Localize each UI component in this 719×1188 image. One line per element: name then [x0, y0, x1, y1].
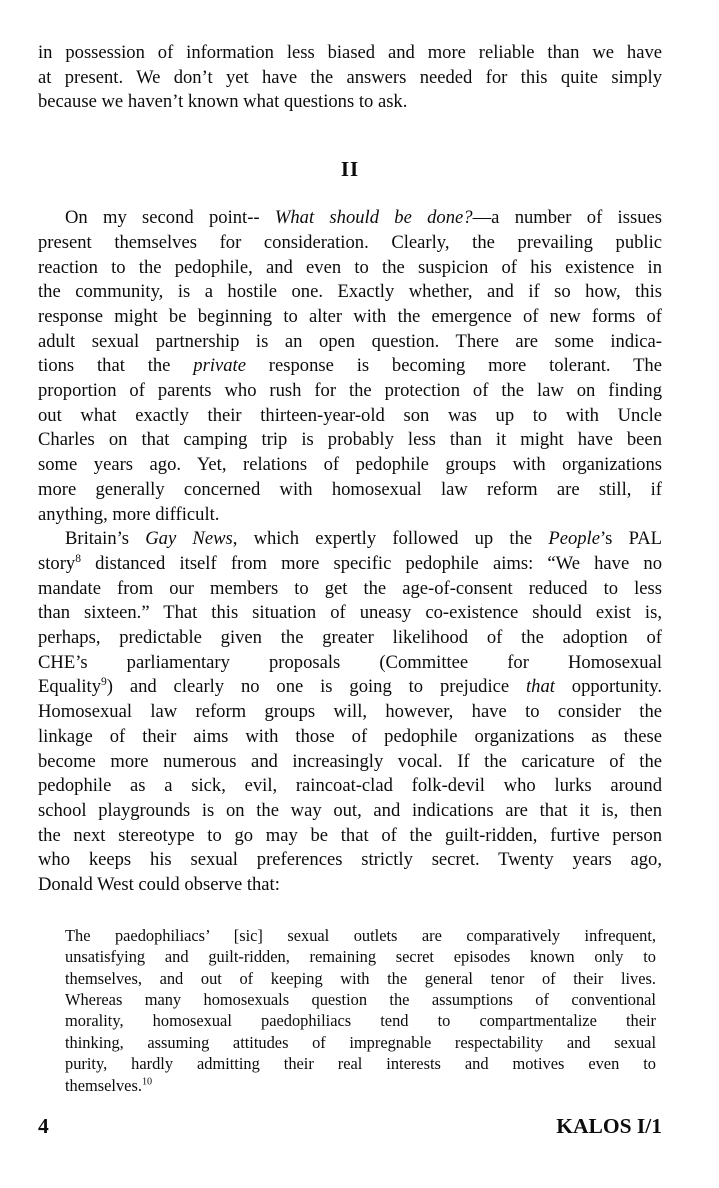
text-run: distanced itself from more specific pedophile aims: “We have no: [80, 552, 662, 574]
page-number: 4: [38, 1114, 49, 1139]
text-line: [38, 873, 662, 898]
text-run: tions that the: [38, 355, 194, 377]
text-line: [38, 503, 662, 528]
text-run: because we haven’t known what questions to ask.: [38, 91, 408, 113]
footnote-marker: 10: [141, 1076, 153, 1088]
text-run: in possession of information less biased and more reliable than we have: [38, 42, 662, 63]
text-line: [38, 428, 662, 453]
text-run: thinking, assuming attitudes of impregnable respectability and sexual: [65, 1032, 656, 1052]
text-run: private: [193, 355, 246, 377]
text-run: Britain’s: [65, 528, 146, 550]
text-line: [38, 330, 662, 355]
text-line: [65, 1053, 656, 1074]
text-line: [38, 66, 662, 91]
text-line: [65, 1075, 656, 1096]
text-run: the next stereotype to go may be that of the guilt-ridden, furtive person: [38, 824, 662, 846]
text-line: [38, 305, 662, 330]
text-line: [38, 404, 662, 429]
text-run: story: [38, 552, 76, 574]
text-run: pedophile as a sick, evil, raincoat-clad folk-devil who lurks around: [38, 775, 662, 797]
text-run: themselves, and out of keeping with the general tenor of their lives.: [65, 968, 656, 988]
text-run: ) and clearly no one is going to prejudice: [106, 676, 526, 698]
text-run: Gay News: [145, 528, 233, 550]
text-line: [38, 626, 662, 651]
text-line: [38, 379, 662, 404]
text-run: ’s PAL: [599, 528, 662, 550]
text-run: morality, homosexual paedophiliacs tend to compartmentalize their: [65, 1011, 656, 1031]
text-run: anything, more difficult.: [38, 503, 220, 525]
west-blockquote: [65, 925, 656, 1096]
text-line: [38, 750, 662, 775]
text-column: [38, 41, 662, 1096]
text-line: [65, 925, 656, 946]
text-run: CHE’s parliamentary proposals (Committee for Homosexual: [38, 651, 662, 673]
text-run: Equality: [38, 676, 101, 698]
text-run: Charles on that camping trip is probably less than it might have been: [38, 429, 662, 451]
text-line: [38, 552, 662, 577]
footnote-marker: 8: [75, 552, 81, 565]
footnote-marker: 9: [101, 676, 107, 689]
text-line: [38, 41, 662, 66]
journal-reference: KALOS I/1: [556, 1114, 662, 1139]
text-line: [65, 1032, 656, 1053]
text-line: [65, 946, 656, 967]
text-line: [38, 90, 662, 115]
text-run: On my second point--: [65, 207, 275, 229]
text-line: [38, 354, 662, 379]
text-line: [38, 799, 662, 824]
text-run: some years ago. Yet, relations of pedophile groups with organizations: [38, 454, 662, 476]
text-line: [38, 725, 662, 750]
text-run: become more numerous and increasingly vocal. If the caricature of the: [38, 750, 662, 772]
text-line: [38, 453, 662, 478]
text-line: [38, 824, 662, 849]
text-line: [65, 1010, 656, 1031]
text-line: [38, 601, 662, 626]
text-run: at present. We don’t yet have the answers needed for this quite simply: [38, 66, 662, 88]
text-run: the community, is a hostile one. Exactly whether, and if so how, this: [38, 281, 662, 303]
text-line: [38, 577, 662, 602]
text-run: who keeps his sexual preferences strictly secret. Twenty years ago,: [38, 849, 662, 871]
text-line: [38, 774, 662, 799]
text-run: linkage of their aims with those of pedophile organizations as these: [38, 725, 662, 747]
text-line: [38, 675, 662, 700]
text-run: The paedophiliacs’ [sic] sexual outlets are comparatively infrequent,: [65, 925, 656, 945]
page-footer: [38, 1112, 662, 1140]
paragraph-gay-news: [38, 527, 662, 898]
text-run: themselves.: [65, 1075, 142, 1095]
text-run: out what exactly their thirteen-year-old son was up to with Uncle: [38, 404, 662, 426]
text-line: [38, 231, 662, 256]
text-line: [38, 478, 662, 503]
text-run: purity, hardly admitting their real interests and motives even to: [65, 1054, 656, 1074]
text-run: present themselves for consideration. Clearly, the prevailing public: [38, 231, 662, 253]
text-run: response is becoming more tolerant. The: [245, 355, 662, 377]
paragraph-what-should-be-done: [38, 206, 662, 527]
text-run: proportion of parents who rush for the protection of the law on finding: [38, 380, 662, 402]
text-run: that: [525, 676, 555, 698]
text-run: , which expertly followed up the: [232, 528, 549, 550]
text-run: People: [548, 528, 600, 550]
text-line: [65, 968, 656, 989]
text-line: [38, 848, 662, 873]
text-line: [38, 256, 662, 281]
text-run: mandate from our members to get the age-of-consent reduced to less: [38, 577, 662, 599]
opening-paragraph: [38, 41, 662, 115]
text-run: Donald West could observe that:: [38, 874, 280, 896]
text-run: reaction to the pedophile, and even to the suspicion of his existence in: [38, 256, 662, 278]
text-line: [38, 206, 662, 231]
text-run: school playgrounds is on the way out, and indications are that it is, then: [38, 799, 662, 821]
text-run: adult sexual partnership is an open question. There are some indica-: [38, 330, 662, 352]
text-line: [65, 989, 656, 1010]
text-line: [38, 527, 662, 552]
text-run: response might be beginning to alter with the emergence of new forms of: [38, 305, 662, 327]
text-run: more generally concerned with homosexual law reform are still, if: [38, 478, 662, 500]
text-run: Homosexual law reform groups will, however, have to consider the: [38, 701, 662, 723]
text-run: Whereas many homosexuals question the assumptions of conventional: [65, 990, 656, 1010]
text-run: What should be done?: [274, 207, 473, 229]
section-heading: II: [340, 157, 360, 182]
text-run: perhaps, predictable given the greater likelihood of the adoption of: [38, 627, 662, 649]
text-run: —a number of issues: [472, 207, 662, 229]
text-run: than sixteen.” That this situation of uneasy co-existence should exist is,: [38, 602, 662, 624]
text-line: [38, 280, 662, 305]
text-run: opportunity.: [554, 676, 662, 698]
text-line: [38, 700, 662, 725]
text-run: unsatisfying and guilt-ridden, remaining secret episodes known only to: [65, 947, 656, 967]
text-line: [38, 651, 662, 676]
